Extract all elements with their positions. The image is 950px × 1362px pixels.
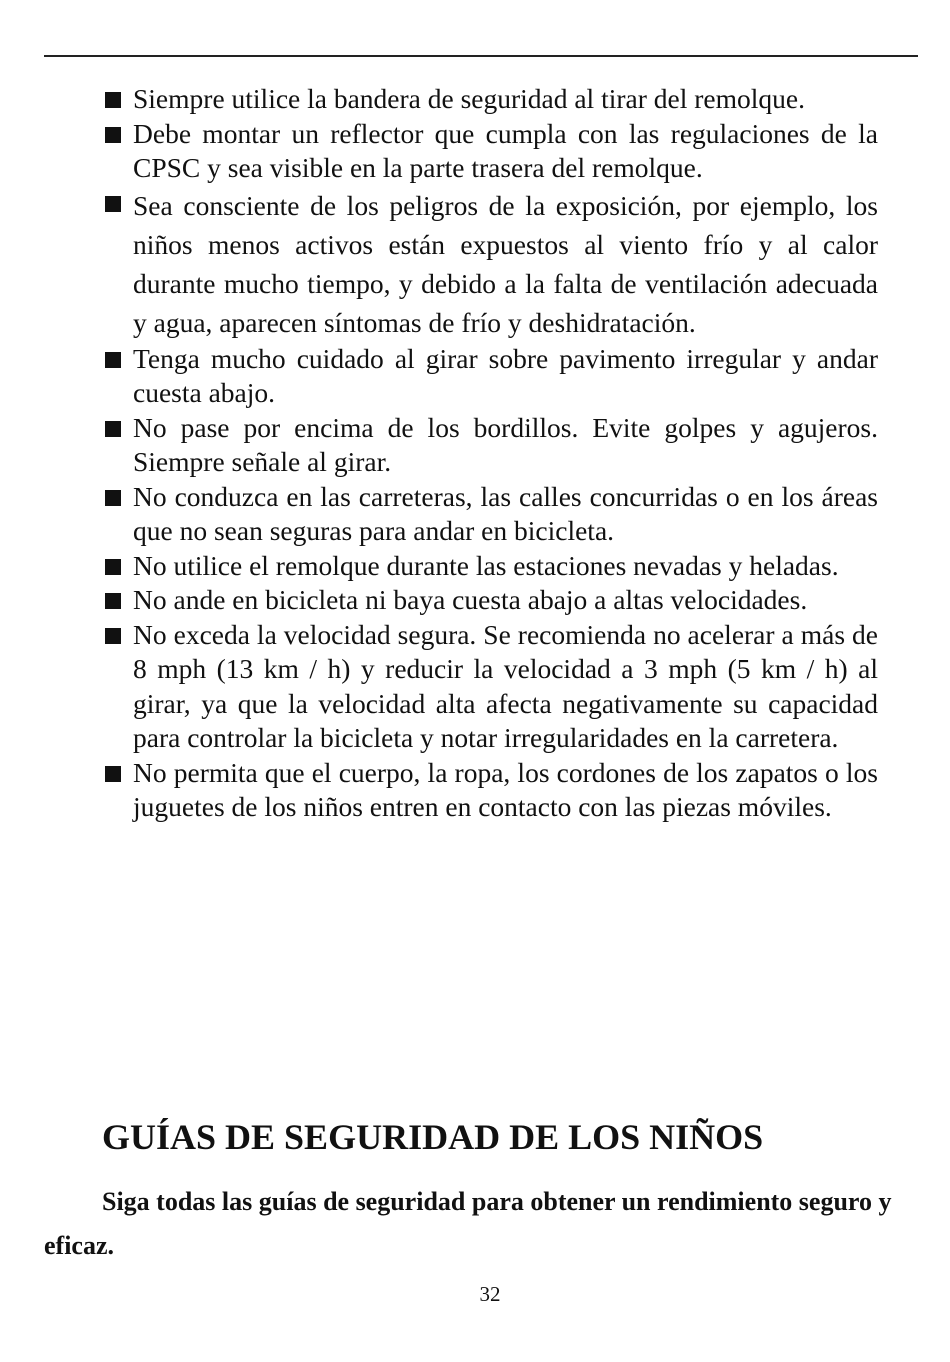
list-item-text: No ande en bicicleta ni baya cuesta abajo a altas velocidades.	[133, 584, 808, 615]
page-number: 32	[479, 1282, 501, 1306]
square-bullet-icon	[105, 196, 121, 212]
list-item	[102, 480, 878, 549]
list-item-text: No exceda la velocidad segura. Se recomienda no acelerar a más de 8 mph (13 km / h) y reducir la velocidad a 3 mph (5 km / h) al girar, ya que la velocidad alta afecta negativamente su capacidad para controlar la bicicleta y notar irregularidades en la carretera.	[133, 618, 878, 753]
list-item-text: No conduzca en las carreteras, las calles concurridas o en los áreas que no sean seguras para andar en bicicleta.	[133, 480, 878, 546]
list-item	[102, 186, 878, 342]
square-bullet-icon	[105, 92, 121, 108]
square-bullet-icon	[105, 421, 121, 437]
square-bullet-icon	[105, 628, 121, 644]
list-item-text: Siempre utilice la bandera de seguridad al tirar del remolque.	[133, 83, 805, 114]
square-bullet-icon	[105, 766, 121, 782]
list-item	[102, 618, 878, 756]
list-item	[102, 549, 878, 584]
list-item-text: Tenga mucho cuidado al girar sobre pavimento irregular y andar cuesta abajo.	[133, 342, 878, 408]
square-bullet-icon	[105, 352, 121, 368]
list-item-text: No pase por encima de los bordillos. Evite golpes y agujeros. Siempre señale al girar.	[133, 411, 878, 477]
list-item-text: Debe montar un reflector que cumpla con las regulaciones de la CPSC y sea visible en la parte trasera del remolque.	[133, 117, 878, 183]
list-item	[102, 82, 878, 117]
square-bullet-icon	[105, 127, 121, 143]
header-rule	[44, 55, 918, 57]
square-bullet-icon	[105, 593, 121, 609]
list-item-text: No permita que el cuerpo, la ropa, los cordones de los zapatos o los juguetes de los niños entren en contacto con las piezas móviles.	[133, 756, 878, 822]
list-item-text: Sea consciente de los peligros de la exposición, por ejemplo, los niños menos activos están expuestos al viento frío y al calor durante mucho tiempo, y debido a la falta de ventilación adecuada y agua, aparecen síntomas de frío y deshidratación.	[133, 189, 878, 338]
square-bullet-icon	[105, 490, 121, 506]
list-item	[102, 583, 878, 618]
list-item-text: No utilice el remolque durante las estaciones nevadas y heladas.	[133, 549, 839, 581]
list-item	[102, 342, 878, 411]
list-item	[102, 117, 878, 186]
safety-bullet-list	[102, 82, 878, 825]
square-bullet-icon	[105, 559, 121, 575]
list-item	[102, 411, 878, 480]
list-item	[102, 756, 878, 825]
section-intro: Siga todas las guías de seguridad para obtener un rendimiento seguro y eficaz.	[44, 1187, 892, 1260]
section-heading: GUÍAS DE SEGURIDAD DE LOS NIÑOS	[102, 1117, 764, 1157]
